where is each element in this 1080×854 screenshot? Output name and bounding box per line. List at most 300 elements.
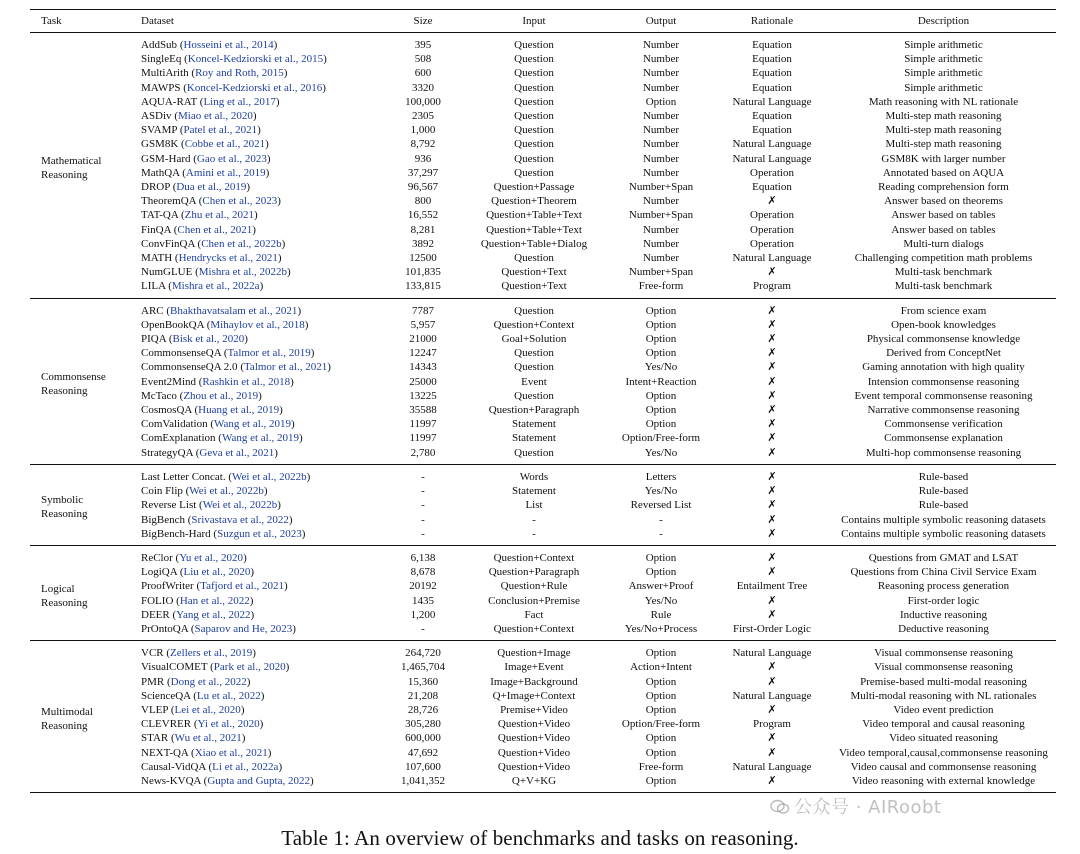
dataset-cell (141, 223, 387, 237)
table-row (30, 298, 1056, 318)
citation-link[interactable]: Hosseini et al., 2014 (183, 39, 274, 51)
rationale-cell: ✗ (767, 661, 777, 674)
paren-close: ) (304, 318, 309, 331)
input-cell: Question (514, 95, 554, 108)
task-category-line: Symbolic (41, 494, 84, 507)
output-cell: Number (642, 223, 680, 236)
citation-link[interactable]: Wei et al., 2022b (232, 470, 307, 483)
rationale-cell: ✗ (767, 446, 777, 459)
description-cell: Simple arithmetic (904, 53, 983, 66)
paren-open: ( (177, 39, 184, 51)
size-cell: 16,552 (407, 209, 439, 222)
task-category-line: Multimodal (41, 706, 93, 719)
dataset-name: ScienceQA (141, 689, 191, 702)
paren-close: ) (259, 280, 264, 293)
rationale-cell: ✗ (767, 389, 777, 402)
rationale-cell: ✗ (767, 318, 777, 331)
output-cell: Option (645, 566, 677, 579)
task-category-line: Reasoning (41, 720, 88, 733)
input-cell: Statement (512, 418, 556, 431)
dataset-name: BigBench-Hard (141, 527, 211, 540)
dataset-name: OpenBookQA (141, 318, 204, 331)
dataset-name: VCR (141, 647, 164, 660)
input-cell: Question (514, 389, 554, 402)
paren-close: ) (246, 675, 251, 688)
size-cell: 936 (414, 152, 432, 165)
citation-link[interactable]: Chen et al., 2022b (201, 237, 282, 250)
dataset-cell (141, 194, 387, 208)
dataset-cell (141, 81, 387, 95)
citation-link[interactable]: Suzgun et al., 2023 (217, 527, 302, 540)
input-cell: Question+Text (501, 280, 567, 293)
dataset-name: StrategyQA (141, 446, 193, 459)
paren-open: ( (193, 580, 201, 593)
citation-link[interactable]: Patel et al., 2021 (183, 124, 258, 137)
group-2 (30, 464, 1056, 545)
size-cell: 21000 (409, 333, 437, 346)
citation-link[interactable]: Han et al., 2022 (179, 594, 250, 607)
output-cell: Option (645, 675, 677, 688)
table-row (30, 346, 1056, 360)
output-cell: Option (645, 404, 677, 417)
table-row (30, 279, 1056, 298)
dataset-name: Last Letter Concat. (141, 470, 226, 483)
output-cell: Option (645, 703, 677, 716)
table-row (30, 66, 1056, 80)
description-cell: Gaming annotation with high quality (862, 361, 1025, 374)
citation-link[interactable]: Srivastava et al., 2022 (191, 513, 289, 526)
description-cell: First-order logic (907, 594, 980, 607)
citation-link[interactable]: Lei et al., 2020 (174, 703, 241, 716)
description-cell: Answer based on tables (891, 209, 996, 222)
rationale-cell: ✗ (767, 513, 777, 526)
input-cell: Question+Rule (500, 580, 568, 593)
paren-close: ) (273, 39, 278, 51)
dataset-name: PrOntoQA (141, 622, 189, 635)
dataset-cell (141, 375, 387, 389)
size-cell: 35588 (409, 404, 437, 417)
dataset-name: McTaco (141, 389, 177, 402)
input-cell: Question (514, 152, 554, 165)
table-row (30, 579, 1056, 593)
input-cell: Question (514, 39, 554, 51)
paren-open: ( (195, 195, 203, 208)
header-task: Task (30, 10, 141, 33)
dataset-cell (141, 417, 387, 431)
dataset-cell (141, 731, 387, 745)
citation-link[interactable]: Zhou et al., 2019 (183, 389, 259, 402)
dataset-cell (141, 717, 387, 731)
output-cell: Option (645, 95, 677, 108)
dataset-cell (141, 52, 387, 66)
description-cell: Questions from China Civil Service Exam (850, 566, 1037, 579)
table-row (30, 137, 1056, 151)
table-row (30, 498, 1056, 512)
paren-open: ( (200, 774, 208, 787)
header-input: Input (459, 10, 609, 33)
output-cell: Number (642, 67, 680, 80)
header-rationale: Rationale (713, 10, 831, 33)
description-cell: Physical commonsense knowledge (866, 333, 1021, 346)
paren-close: ) (278, 760, 283, 773)
output-cell: Answer+Proof (628, 580, 694, 593)
citation-link[interactable]: Koncel-Kedziorski et al., 2015 (187, 53, 324, 66)
paren-close: ) (309, 774, 314, 787)
paren-open: ( (191, 718, 198, 731)
citation-link[interactable]: Chen et al., 2021 (177, 223, 253, 236)
paren-close: ) (267, 746, 272, 759)
description-cell: GSM8K with larger number (881, 152, 1006, 165)
citation-link[interactable]: Huang et al., 2019 (198, 404, 280, 417)
dataset-name: BigBench (141, 513, 185, 526)
header-dataset: Dataset (141, 10, 387, 33)
input-cell: Question (514, 67, 554, 80)
output-cell: Option (645, 647, 677, 660)
table-row (30, 703, 1056, 717)
description-cell: Rule-based (918, 485, 969, 498)
citation-link[interactable]: Bisk et al., 2020 (172, 333, 245, 346)
paren-close: ) (292, 622, 296, 635)
rationale-cell: ✗ (767, 195, 777, 208)
paren-open: ( (196, 375, 203, 388)
output-cell: Action+Intent (630, 661, 692, 674)
citation-link[interactable]: Tafjord et al., 2021 (200, 580, 284, 593)
output-cell: Yes/No (644, 446, 678, 459)
citation-link[interactable]: Yang et al., 2022 (176, 608, 251, 621)
description-cell: Contains multiple symbolic reasoning datasets (841, 527, 1046, 540)
output-cell: Free-form (638, 280, 684, 293)
rationale-cell: ✗ (767, 347, 777, 360)
rationale-cell: ✗ (767, 404, 777, 417)
citation-link[interactable]: Koncel-Kedziorski et al., 2016 (186, 81, 323, 94)
dataset-name: AQUA-RAT (141, 95, 198, 108)
task-category (30, 641, 141, 793)
header-output: Output (609, 10, 713, 33)
rationale-cell: ✗ (767, 361, 777, 374)
citation-link[interactable]: Wang et al., 2019 (214, 418, 292, 431)
citation-link[interactable]: Hendrycks et al., 2021 (178, 252, 278, 265)
paren-open: ( (172, 551, 180, 564)
citation-link[interactable]: Wei et al., 2022b (189, 485, 264, 498)
dataset-name: ComValidation (141, 418, 208, 431)
input-cell: Q+V+KG (511, 774, 557, 787)
paren-close: ) (291, 418, 295, 431)
citation-link[interactable]: Talmor et al., 2021 (243, 361, 328, 374)
citation-link[interactable]: Wang et al., 2019 (221, 432, 299, 445)
paren-close: ) (252, 110, 257, 123)
rationale-cell: ✗ (767, 566, 777, 579)
input-cell: Question+Context (493, 318, 575, 331)
citation-link[interactable]: Park et al., 2020 (213, 661, 286, 674)
citation-link[interactable]: Yu et al., 2020 (179, 551, 244, 564)
input-cell: Question (514, 166, 554, 179)
paren-close: ) (283, 580, 288, 593)
task-category-line: Reasoning (41, 508, 88, 521)
dataset-name: ReClor (141, 551, 173, 564)
input-cell: Question (514, 347, 554, 360)
rationale-cell: Equation (752, 39, 792, 51)
size-cell: - (421, 622, 425, 635)
description-cell: Answer based on tables (891, 223, 996, 236)
dataset-name: PMR (141, 675, 165, 688)
output-cell: Reversed List (630, 499, 692, 512)
citation-link[interactable]: Amini et al., 2019 (185, 166, 266, 179)
paren-open: ( (203, 318, 211, 331)
description-cell: Rule-based (918, 470, 969, 483)
dataset-cell (141, 279, 387, 298)
paren-open: ( (166, 333, 173, 346)
paren-open: ( (180, 81, 187, 94)
dataset-cell (141, 298, 387, 318)
citation-link[interactable]: Mishra et al., 2022b (198, 266, 288, 279)
size-cell: - (421, 527, 425, 540)
size-cell: 15,360 (407, 675, 439, 688)
dataset-cell (141, 265, 387, 279)
group-1 (30, 298, 1056, 464)
paren-open: ( (185, 513, 192, 526)
dataset-cell (141, 774, 387, 793)
output-cell: Option (645, 774, 677, 787)
dataset-cell (141, 746, 387, 760)
size-cell: 600,000 (405, 732, 441, 745)
input-cell: Question+Theorem (491, 195, 577, 208)
dataset-name: LogiQA (141, 566, 178, 579)
dataset-name: CLEVRER (141, 718, 192, 731)
citation-link[interactable]: Chen et al., 2023 (202, 195, 278, 208)
citation-link[interactable]: Gupta and Gupta, 2022 (207, 774, 310, 787)
input-cell: Question+Video (497, 718, 571, 731)
paren-close: ) (322, 81, 326, 94)
table-row (30, 360, 1056, 374)
rationale-cell: ✗ (767, 304, 777, 317)
citation-link[interactable]: Liu et al., 2020 (183, 566, 251, 579)
citation-link[interactable]: Dong et al., 2022 (170, 675, 247, 688)
citation-link[interactable]: Cobbe et al., 2021 (184, 138, 266, 151)
output-cell: Yes/No+Process (624, 622, 698, 635)
dataset-cell (141, 251, 387, 265)
citation-link[interactable]: Rashkin et al., 2018 (202, 375, 291, 388)
output-cell: Number (642, 110, 680, 123)
paren-open: ( (168, 703, 175, 716)
rationale-cell: Operation (750, 166, 794, 179)
paren-close: ) (277, 252, 282, 265)
paren-close: ) (265, 166, 270, 179)
table-row (30, 33, 1056, 53)
input-cell: Question+Table+Text (486, 209, 582, 222)
dataset-cell (141, 431, 387, 445)
paren-open: ( (190, 689, 197, 702)
description-cell: Video situated reasoning (889, 732, 998, 745)
citation-link[interactable]: Ling et al., 2017 (203, 95, 276, 108)
description-cell: Multi-step math reasoning (885, 110, 1002, 123)
citation-link[interactable]: Yi et al., 2020 (197, 718, 260, 731)
paren-open: ( (178, 138, 185, 151)
dataset-name: News-KVQA (141, 774, 201, 787)
output-cell: Number+Span (628, 266, 694, 279)
dataset-name: SingleEq (141, 53, 182, 66)
paren-close: ) (275, 95, 280, 108)
paren-open: ( (170, 223, 178, 236)
output-cell: Number (642, 138, 680, 151)
output-cell: Number (642, 237, 680, 250)
table-row (30, 265, 1056, 279)
input-cell: Question+Paragraph (488, 566, 580, 579)
size-cell: 6,138 (410, 551, 436, 564)
paren-open: ( (176, 389, 184, 402)
dataset-name: CosmosQA (141, 404, 192, 417)
paren-open: ( (169, 608, 177, 621)
paren-open: ( (191, 404, 199, 417)
size-cell: 2305 (412, 110, 434, 123)
dataset-cell (141, 95, 387, 109)
citation-link[interactable]: Dua et al., 2019 (176, 181, 247, 194)
paren-close: ) (257, 124, 261, 137)
description-cell: From science exam (900, 304, 987, 317)
description-cell: Questions from GMAT and LSAT (868, 551, 1019, 564)
description-cell: Challenging competition math problems (854, 252, 1033, 265)
input-cell: Question+Video (497, 746, 571, 759)
size-cell: - (421, 470, 425, 483)
paren-close: ) (310, 347, 315, 360)
output-cell: Number (642, 81, 680, 94)
table-row (30, 318, 1056, 332)
paren-open: ( (164, 675, 171, 688)
description-cell: Multi-hop commonsense reasoning (865, 446, 1022, 459)
size-cell: 28,726 (407, 703, 439, 716)
rationale-cell: Program (753, 280, 791, 293)
dataset-cell (141, 565, 387, 579)
dataset-cell (141, 346, 387, 360)
rationale-cell: ✗ (767, 746, 777, 759)
rationale-cell: ✗ (767, 703, 777, 716)
size-cell: 20192 (409, 580, 437, 593)
citation-link[interactable]: Mishra et al., 2022a (171, 280, 260, 293)
table-row (30, 675, 1056, 689)
size-cell: 305,280 (405, 718, 441, 731)
description-cell: Video causal and commonsense reasoning (850, 760, 1037, 773)
header-description: Description (831, 10, 1056, 33)
rationale-cell: ✗ (767, 266, 777, 279)
citation-link[interactable]: Miao et al., 2020 (177, 110, 253, 123)
task-category-line: Reasoning (41, 596, 88, 609)
table-caption: Table 1: An overview of benchmarks and tasks on reasoning. (281, 826, 799, 850)
input-cell: Question+Image (497, 647, 571, 660)
group-4 (30, 641, 1056, 793)
rationale-cell: Natural Language (732, 95, 812, 108)
paren-close: ) (327, 361, 331, 374)
input-cell: Question (514, 361, 554, 374)
input-cell: Statement (512, 485, 556, 498)
paren-close: ) (266, 152, 271, 165)
output-cell: Intent+Reaction (625, 375, 697, 388)
rationale-cell: ✗ (767, 432, 777, 445)
citation-link[interactable]: Lu et al., 2022 (196, 689, 261, 702)
dataset-cell (141, 166, 387, 180)
benchmark-table-wrapper (30, 9, 1056, 793)
paren-close: ) (265, 138, 269, 151)
paren-close: ) (277, 499, 281, 512)
citation-link[interactable]: Li et al., 2022a (212, 760, 279, 773)
description-cell: Intension commonsense reasoning (867, 375, 1020, 388)
citation-link[interactable]: Roy and Roth, 2015 (195, 67, 284, 80)
task-category-line: Commonsense (41, 370, 106, 383)
output-cell: Yes/No (644, 594, 678, 607)
dataset-cell (141, 403, 387, 417)
dataset-name: VisualCOMET (141, 661, 208, 674)
input-cell: Question+Table+Dialog (480, 237, 588, 250)
size-cell: 2,780 (410, 446, 436, 459)
input-cell: Question+Passage (493, 181, 575, 194)
citation-link[interactable]: Mihaylov et al., 2018 (210, 318, 305, 331)
paren-close: ) (241, 732, 246, 745)
citation-link[interactable]: Wu et al., 2021 (174, 732, 242, 745)
paren-close: ) (254, 209, 258, 222)
size-cell: 1,465,704 (401, 661, 445, 674)
table-row (30, 464, 1056, 484)
benchmark-table (30, 9, 1056, 793)
dataset-name: DROP (141, 181, 170, 194)
paren-close: ) (259, 718, 264, 731)
paren-open: ( (207, 661, 214, 674)
citation-link[interactable]: Wei et al., 2022b (202, 499, 278, 512)
paren-open: ( (165, 280, 172, 293)
description-cell: Math reasoning with NL rationale (868, 95, 1019, 108)
dataset-name: ComExplanation (141, 432, 216, 445)
paren-open: ( (215, 432, 222, 445)
output-cell: Number+Span (628, 181, 694, 194)
citation-link[interactable]: Bhakthavatsalam et al., 2021 (170, 304, 298, 317)
dataset-cell (141, 484, 387, 498)
paren-open: ( (190, 152, 197, 165)
dataset-cell (141, 464, 387, 484)
size-cell: 101,835 (405, 266, 441, 279)
dataset-cell (141, 760, 387, 774)
dataset-name: Causal-VidQA (141, 760, 206, 773)
rationale-cell: Operation (750, 223, 794, 236)
output-cell: Number (642, 53, 680, 66)
citation-link[interactable]: Zellers et al., 2019 (170, 647, 253, 660)
size-cell: - (421, 513, 425, 526)
description-cell: Visual commonsense reasoning (874, 647, 1013, 660)
size-cell: 14343 (409, 361, 437, 374)
paren-open: ( (179, 166, 186, 179)
citation-link[interactable]: Gao et al., 2023 (196, 152, 267, 165)
rationale-cell: Entailment Tree (736, 580, 808, 593)
citation-link[interactable]: Talmor et al., 2019 (227, 347, 311, 360)
dataset-cell (141, 208, 387, 222)
input-cell: Image+Event (504, 661, 564, 674)
input-cell: Conclusion+Premise (488, 594, 580, 607)
description-cell: Simple arithmetic (904, 67, 983, 80)
size-cell: 133,815 (405, 280, 441, 293)
output-cell: Option (645, 689, 677, 702)
dataset-name: Coin Flip (141, 485, 183, 498)
description-cell: Multi-step math reasoning (885, 124, 1002, 137)
input-cell: List (525, 499, 543, 512)
citation-link[interactable]: Geva et al., 2021 (199, 446, 275, 459)
input-cell: Question (514, 138, 554, 151)
group-0 (30, 33, 1056, 299)
paren-close: ) (246, 181, 250, 194)
citation-link[interactable]: Zhu et al., 2021 (184, 209, 254, 222)
citation-link[interactable]: Saparov and He, 2023 (194, 622, 293, 635)
rationale-cell: Program (753, 718, 791, 731)
paren-open: ( (169, 181, 177, 194)
size-cell: 1435 (412, 594, 434, 607)
citation-link[interactable]: Xiao et al., 2021 (194, 746, 268, 759)
size-cell: 47,692 (407, 746, 439, 759)
dataset-name: FinQA (141, 223, 171, 236)
